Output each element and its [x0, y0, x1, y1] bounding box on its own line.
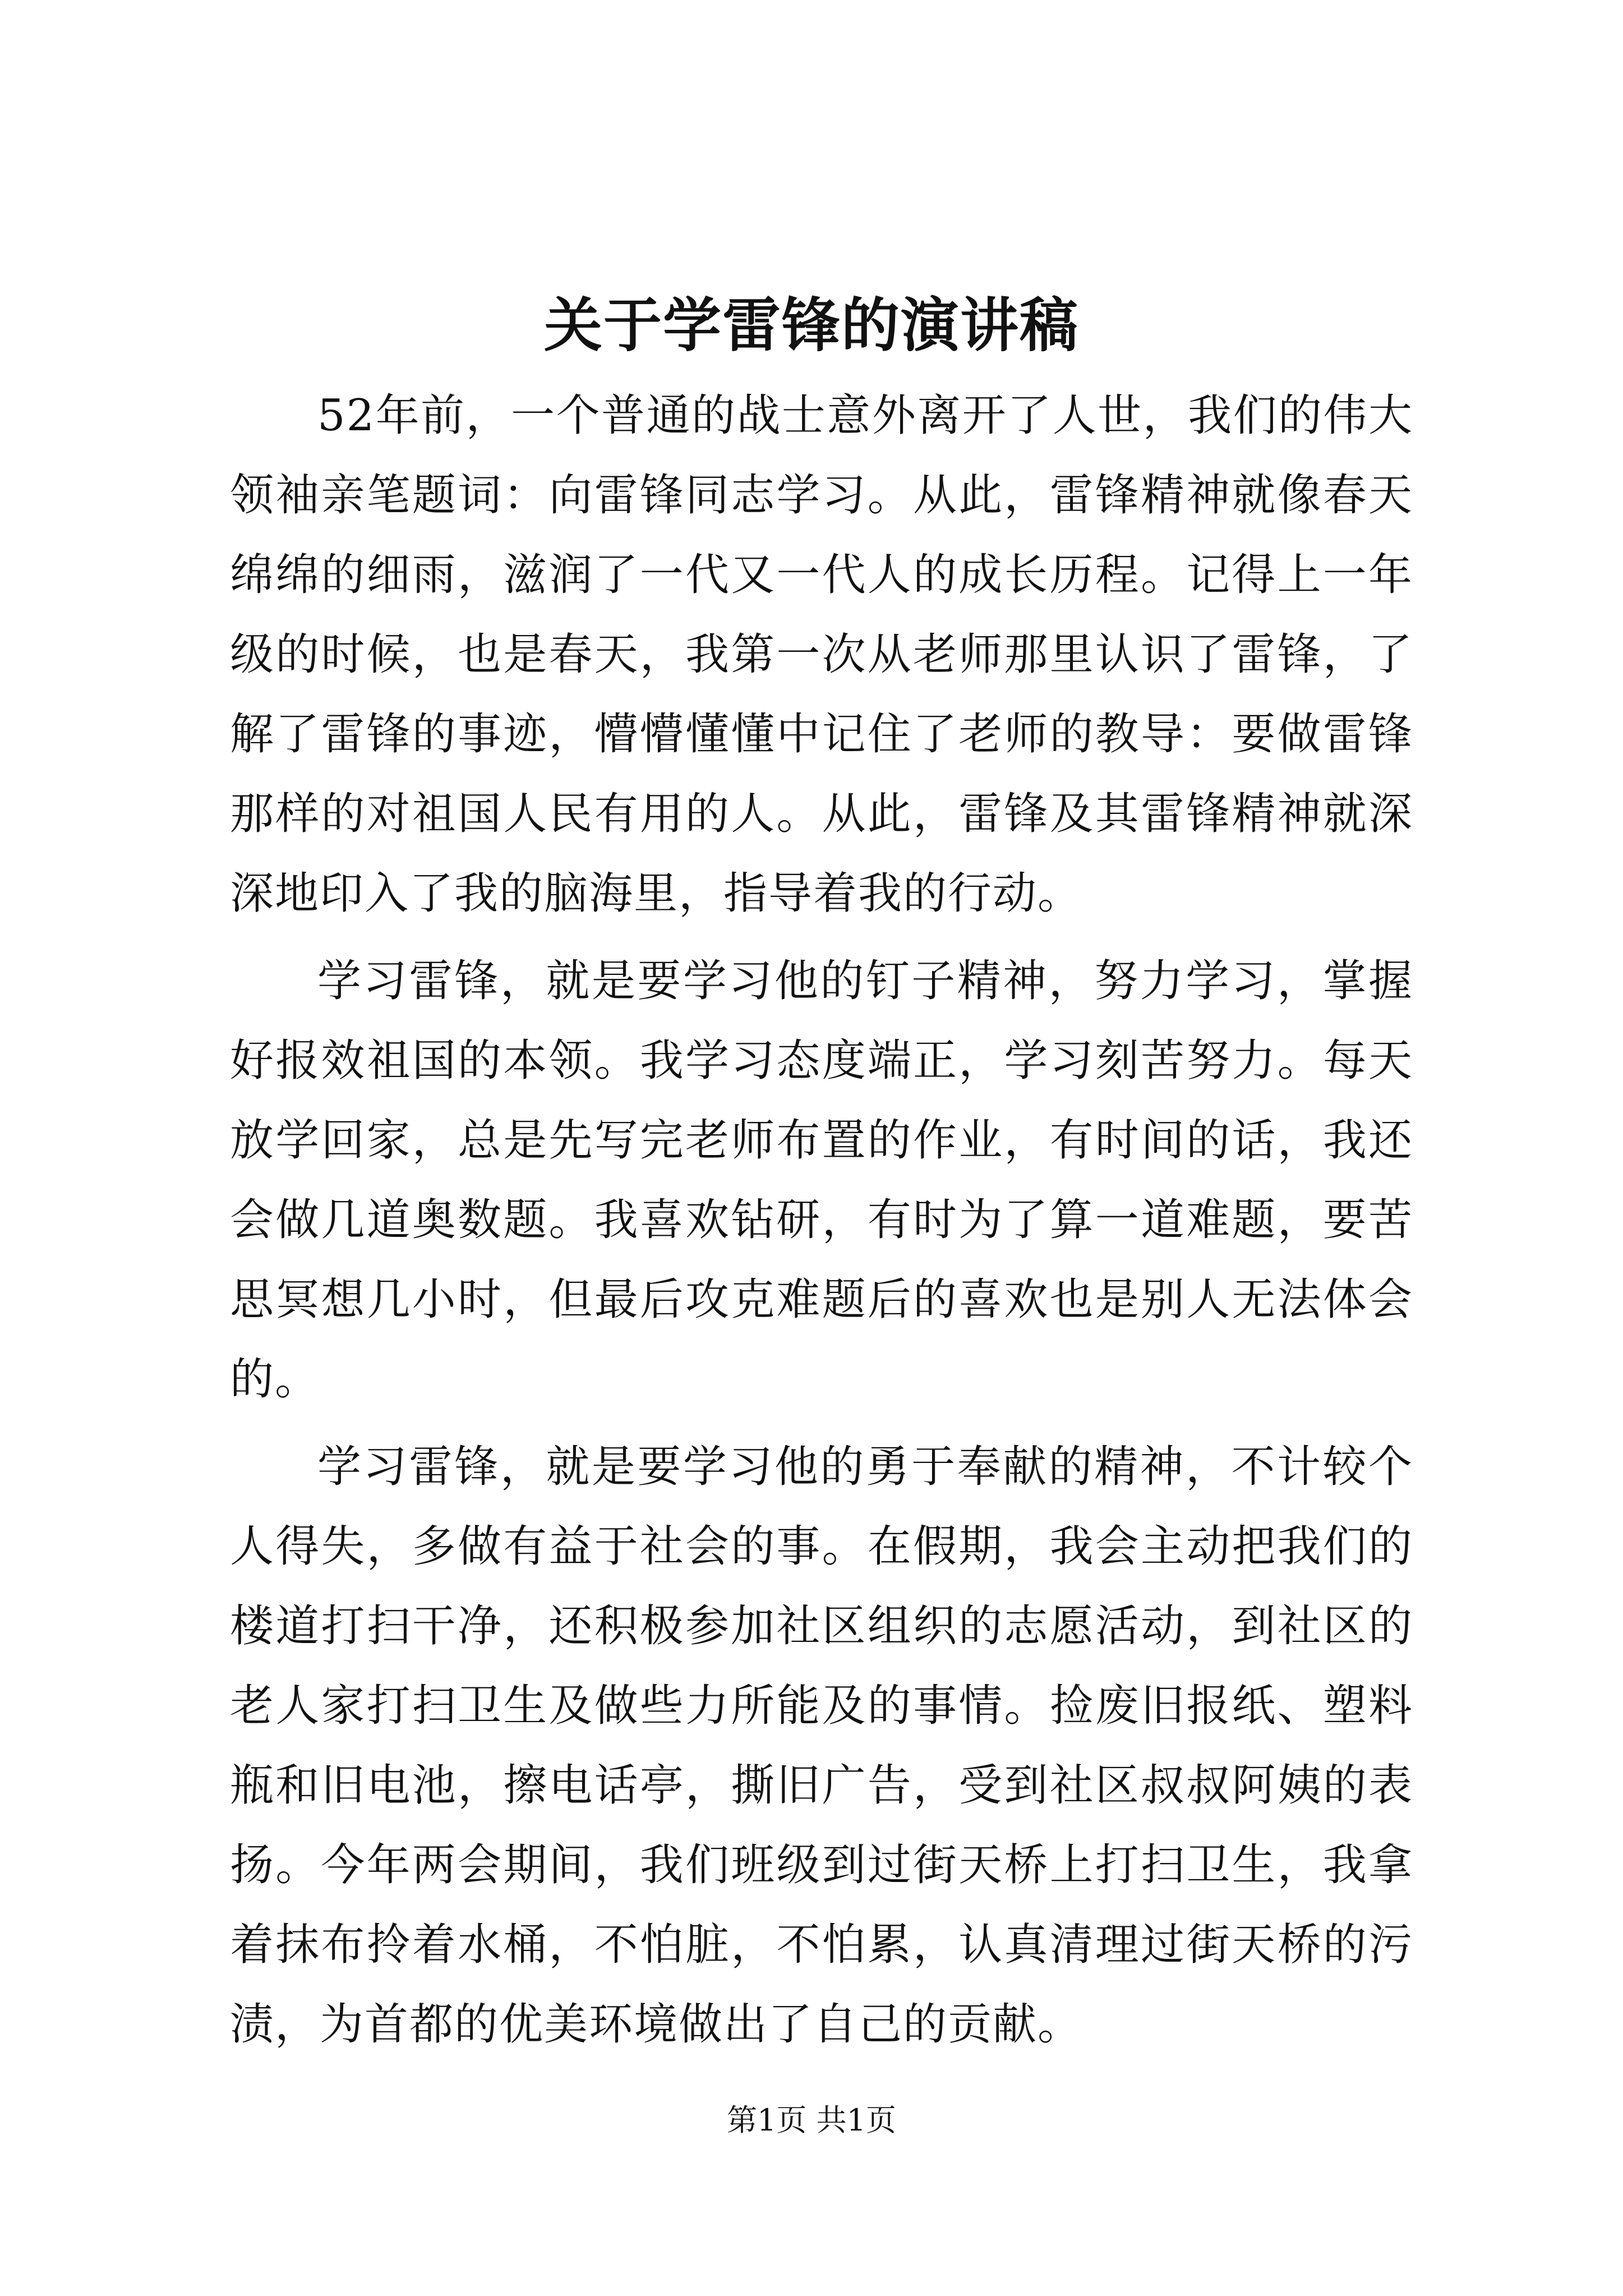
paragraph-3: 学习雷锋，就是要学习他的勇于奉献的精神，不计较个人得失，多做有益于社会的事。在假期，我会主动把我们的楼道打扫干净，还积极参加社区组织的志愿活动，到社区的老人家打扫卫生及做些力所能及的事情。捡废旧报纸、塑料瓶和旧电池，擦电话亭，撕旧广告，受到社区叔叔阿姨的表扬。今年两会期间，我们班级到过街天桥上打扫卫生，我拿着抹布拎着水桶，不怕脏，不怕累，认真清理过街天桥的污渍，为首都的优美环境做出了自己的贡献。 — [230, 1442, 1413, 2050]
page-footer: 第1页 共1页 — [727, 2102, 896, 2138]
paragraph-2: 学习雷锋，就是要学习他的钉子精神，努力学习，掌握好报效祖国的本领。我学习态度端正，学习刻苦努力。每天放学回家，总是先写完老师布置的作业，有时间的话，我还会做几道奥数题。我喜欢钻研，有时为了算一道难题，要苦思冥想几小时，但最后攻克难题后的喜欢也是别人无法体会的。 — [230, 956, 1413, 1405]
document-body — [230, 376, 1413, 2064]
paragraph-1: 52年前，一个普通的战士意外离开了人世，我们的伟大领袖亲笔题词：向雷锋同志学习。从此，雷锋精神就像春天绵绵的细雨，滋润了一代又一代人的成长历程。记得上一年级的时候，也是春天，我第一次从老师那里认识了雷锋，了解了雷锋的事迹，懵懵懂懂中记住了老师的教导：要做雷锋那样的对祖国人民有用的人。从此，雷锋及其雷锋精神就深深地印入了我的脑海里，指导着我的行动。 — [230, 390, 1413, 919]
document-title: 关于学雷锋的演讲稿 — [543, 291, 1079, 360]
